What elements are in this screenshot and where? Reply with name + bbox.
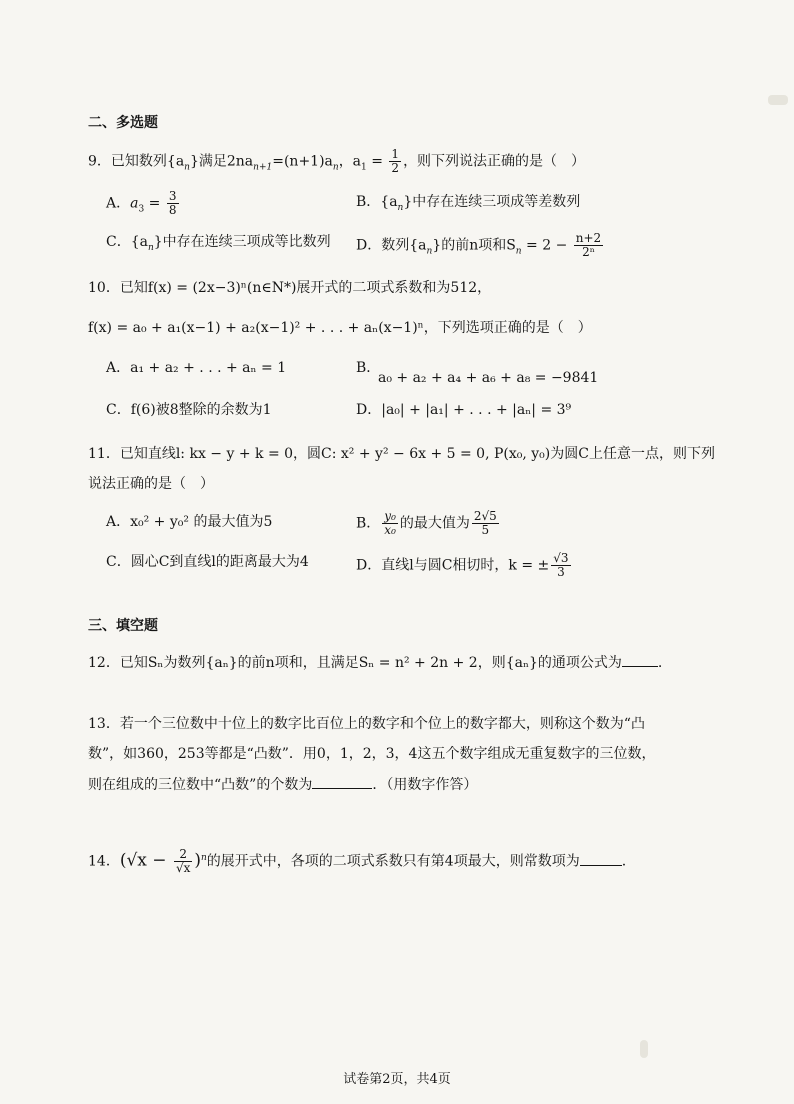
option-math: = — [144, 195, 165, 212]
option-text: }中存在连续三项成等差数列 — [403, 194, 581, 210]
q10-option-b — [356, 358, 380, 378]
q14-math: (√x − — [119, 850, 172, 871]
question-14 — [88, 848, 626, 875]
option-text: D．直线l与圆C相切时，k = ± — [356, 557, 550, 574]
fraction-denominator: 2ⁿ — [582, 245, 595, 259]
question-13-line-3 — [88, 774, 477, 795]
q14-text: 的展开式中，各项的二项式系数只有第4项最大，则常数项为 — [206, 853, 580, 870]
option-text: 的最大值为 — [399, 515, 470, 532]
fraction-numerator: y₀ — [384, 509, 396, 523]
question-10-line-1: 10．已知f(x) = (2x−3)ⁿ(n∈N*)展开式的二项式系数和为512， — [88, 280, 492, 296]
fraction-numerator: √3 — [553, 551, 569, 565]
question-12 — [88, 652, 662, 673]
fraction-denominator: 2 — [391, 161, 400, 175]
fraction — [551, 552, 570, 579]
fraction-numerator: 2 — [174, 848, 192, 862]
q11-option-d — [356, 552, 573, 579]
q9-text: ，则下列说法正确的是（ ） — [403, 153, 586, 170]
option-label: B． — [356, 360, 381, 376]
q11-option-a: A．x₀² + y₀² 的最大值为5 — [106, 514, 273, 530]
question-13-line-1: 13．若一个三位数中十位上的数字比百位上的数字和个位上的数字都大，则称这个数为“凸 — [88, 716, 645, 732]
option-math: = 2 − — [521, 237, 572, 254]
fraction-numerator: 2√5 — [473, 509, 497, 523]
q9-text: 9．已知数列{a — [88, 153, 185, 170]
q10-option-a: A．a₁ + a₂ + . . . + aₙ = 1 — [106, 360, 287, 376]
fraction — [382, 510, 398, 537]
question-11-line-1: 11．已知直线l: kx − y + k = 0，圆C: x² + y² − 6x + 5 = 0, P(x₀, y₀)为圆C上任意一点，则下列 — [88, 446, 715, 462]
q13-text: 则在组成的三位数中“凸数”的个数为 — [88, 777, 313, 793]
q12-text: . — [657, 655, 663, 671]
fraction — [389, 148, 401, 175]
answer-blank[interactable] — [312, 774, 372, 789]
q14-math: ) — [194, 850, 201, 871]
q11-option-c: C．圆心C到直线l的距离最大为4 — [106, 554, 309, 570]
q10-option-b-expr: a₀ + a₂ + a₄ + a₆ + a₈ = −9841 — [378, 370, 599, 386]
option-text: C．{a — [106, 234, 148, 250]
option-label: A． — [106, 195, 131, 212]
scan-smudge — [768, 95, 788, 105]
q12-text: 12．已知Sₙ为数列{aₙ}的前n项和，且满足Sₙ = n² + 2n + 2，则{aₙ}的通项公式为 — [88, 655, 622, 671]
option-text: }中存在连续三项成等比数列 — [153, 234, 331, 250]
fraction-numerator: n+2 — [575, 231, 602, 245]
fraction-numerator: 3 — [168, 189, 177, 203]
option-text: B．{a — [356, 194, 398, 210]
fraction — [174, 848, 192, 875]
q14-text: . — [621, 853, 627, 870]
q9-text: = — [366, 153, 388, 170]
q10-option-d: D．|a₀| + |a₁| + . . . + |aₙ| = 3⁹ — [356, 402, 572, 418]
section-title-multi-choice: 二、多选题 — [88, 115, 158, 131]
answer-blank[interactable] — [622, 652, 658, 667]
section-title-fill-in: 三、填空题 — [88, 618, 158, 634]
fraction — [574, 232, 603, 259]
q9-text: =(n+1)a — [272, 153, 333, 170]
answer-blank[interactable] — [580, 851, 622, 866]
fraction-numerator: 1 — [391, 147, 400, 161]
q13-text: ．（用数字作答） — [372, 777, 478, 793]
fraction-denominator: 8 — [168, 203, 177, 217]
fraction — [167, 190, 179, 217]
fraction-denominator: √x — [175, 861, 191, 876]
question-10-line-2: f(x) = a₀ + a₁(x−1) + a₂(x−1)² + . . . + aₙ(x−1)ⁿ，下列选项正确的是（ ） — [88, 320, 592, 336]
q9-text: }满足2na — [189, 153, 254, 170]
scan-smudge — [640, 1040, 648, 1058]
option-label: B． — [356, 515, 381, 532]
q14-text: 14． — [88, 853, 120, 870]
question-13-line-2: 数”，如360，253等都是“凸数”．用0，1，2，3，4这五个数字组成无重复数字的三位数， — [88, 746, 656, 762]
q9-option-a: A．$a_3$ = $\frac{3}{8}$ — [106, 189, 177, 217]
fraction — [472, 510, 499, 537]
q9-option-b: B．$\{a_n\}$中存在连续三项成等差数列 — [356, 194, 581, 213]
fraction-denominator: 5 — [481, 523, 490, 537]
q11-option-b — [356, 510, 501, 537]
q10-option-c: C．f(6)被8整除的余数为1 — [106, 402, 272, 418]
question-9-stem: 9．已知数列$\{a_n\}$满足$2na_{n+1}=(n+1)a_n$，$a_1$ = $\frac{1}{2}$ ，则下列说法正确的是（ ） — [88, 147, 586, 175]
page-footer: 试卷第2页，共4页 — [343, 1072, 451, 1087]
question-11-line-2: 说法正确的是（ ） — [88, 476, 214, 492]
q9-option-c: C．$\{a_n\}$中存在连续三项成等比数列 — [106, 234, 331, 253]
q9-option-d: D．数列$\{a_n\}$的前n项和$S_n = 2$ − $\frac{n+2}{\text{2ⁿ}}$ — [356, 231, 602, 259]
q9-text: ，a — [338, 153, 362, 170]
fraction-denominator: 3 — [557, 565, 565, 579]
q14-exponent: n — [201, 853, 207, 863]
option-math: a — [130, 195, 139, 212]
option-text: }的前n项和S — [432, 237, 516, 254]
fraction-denominator: x₀ — [384, 523, 396, 537]
option-text: D．数列{a — [356, 237, 427, 254]
